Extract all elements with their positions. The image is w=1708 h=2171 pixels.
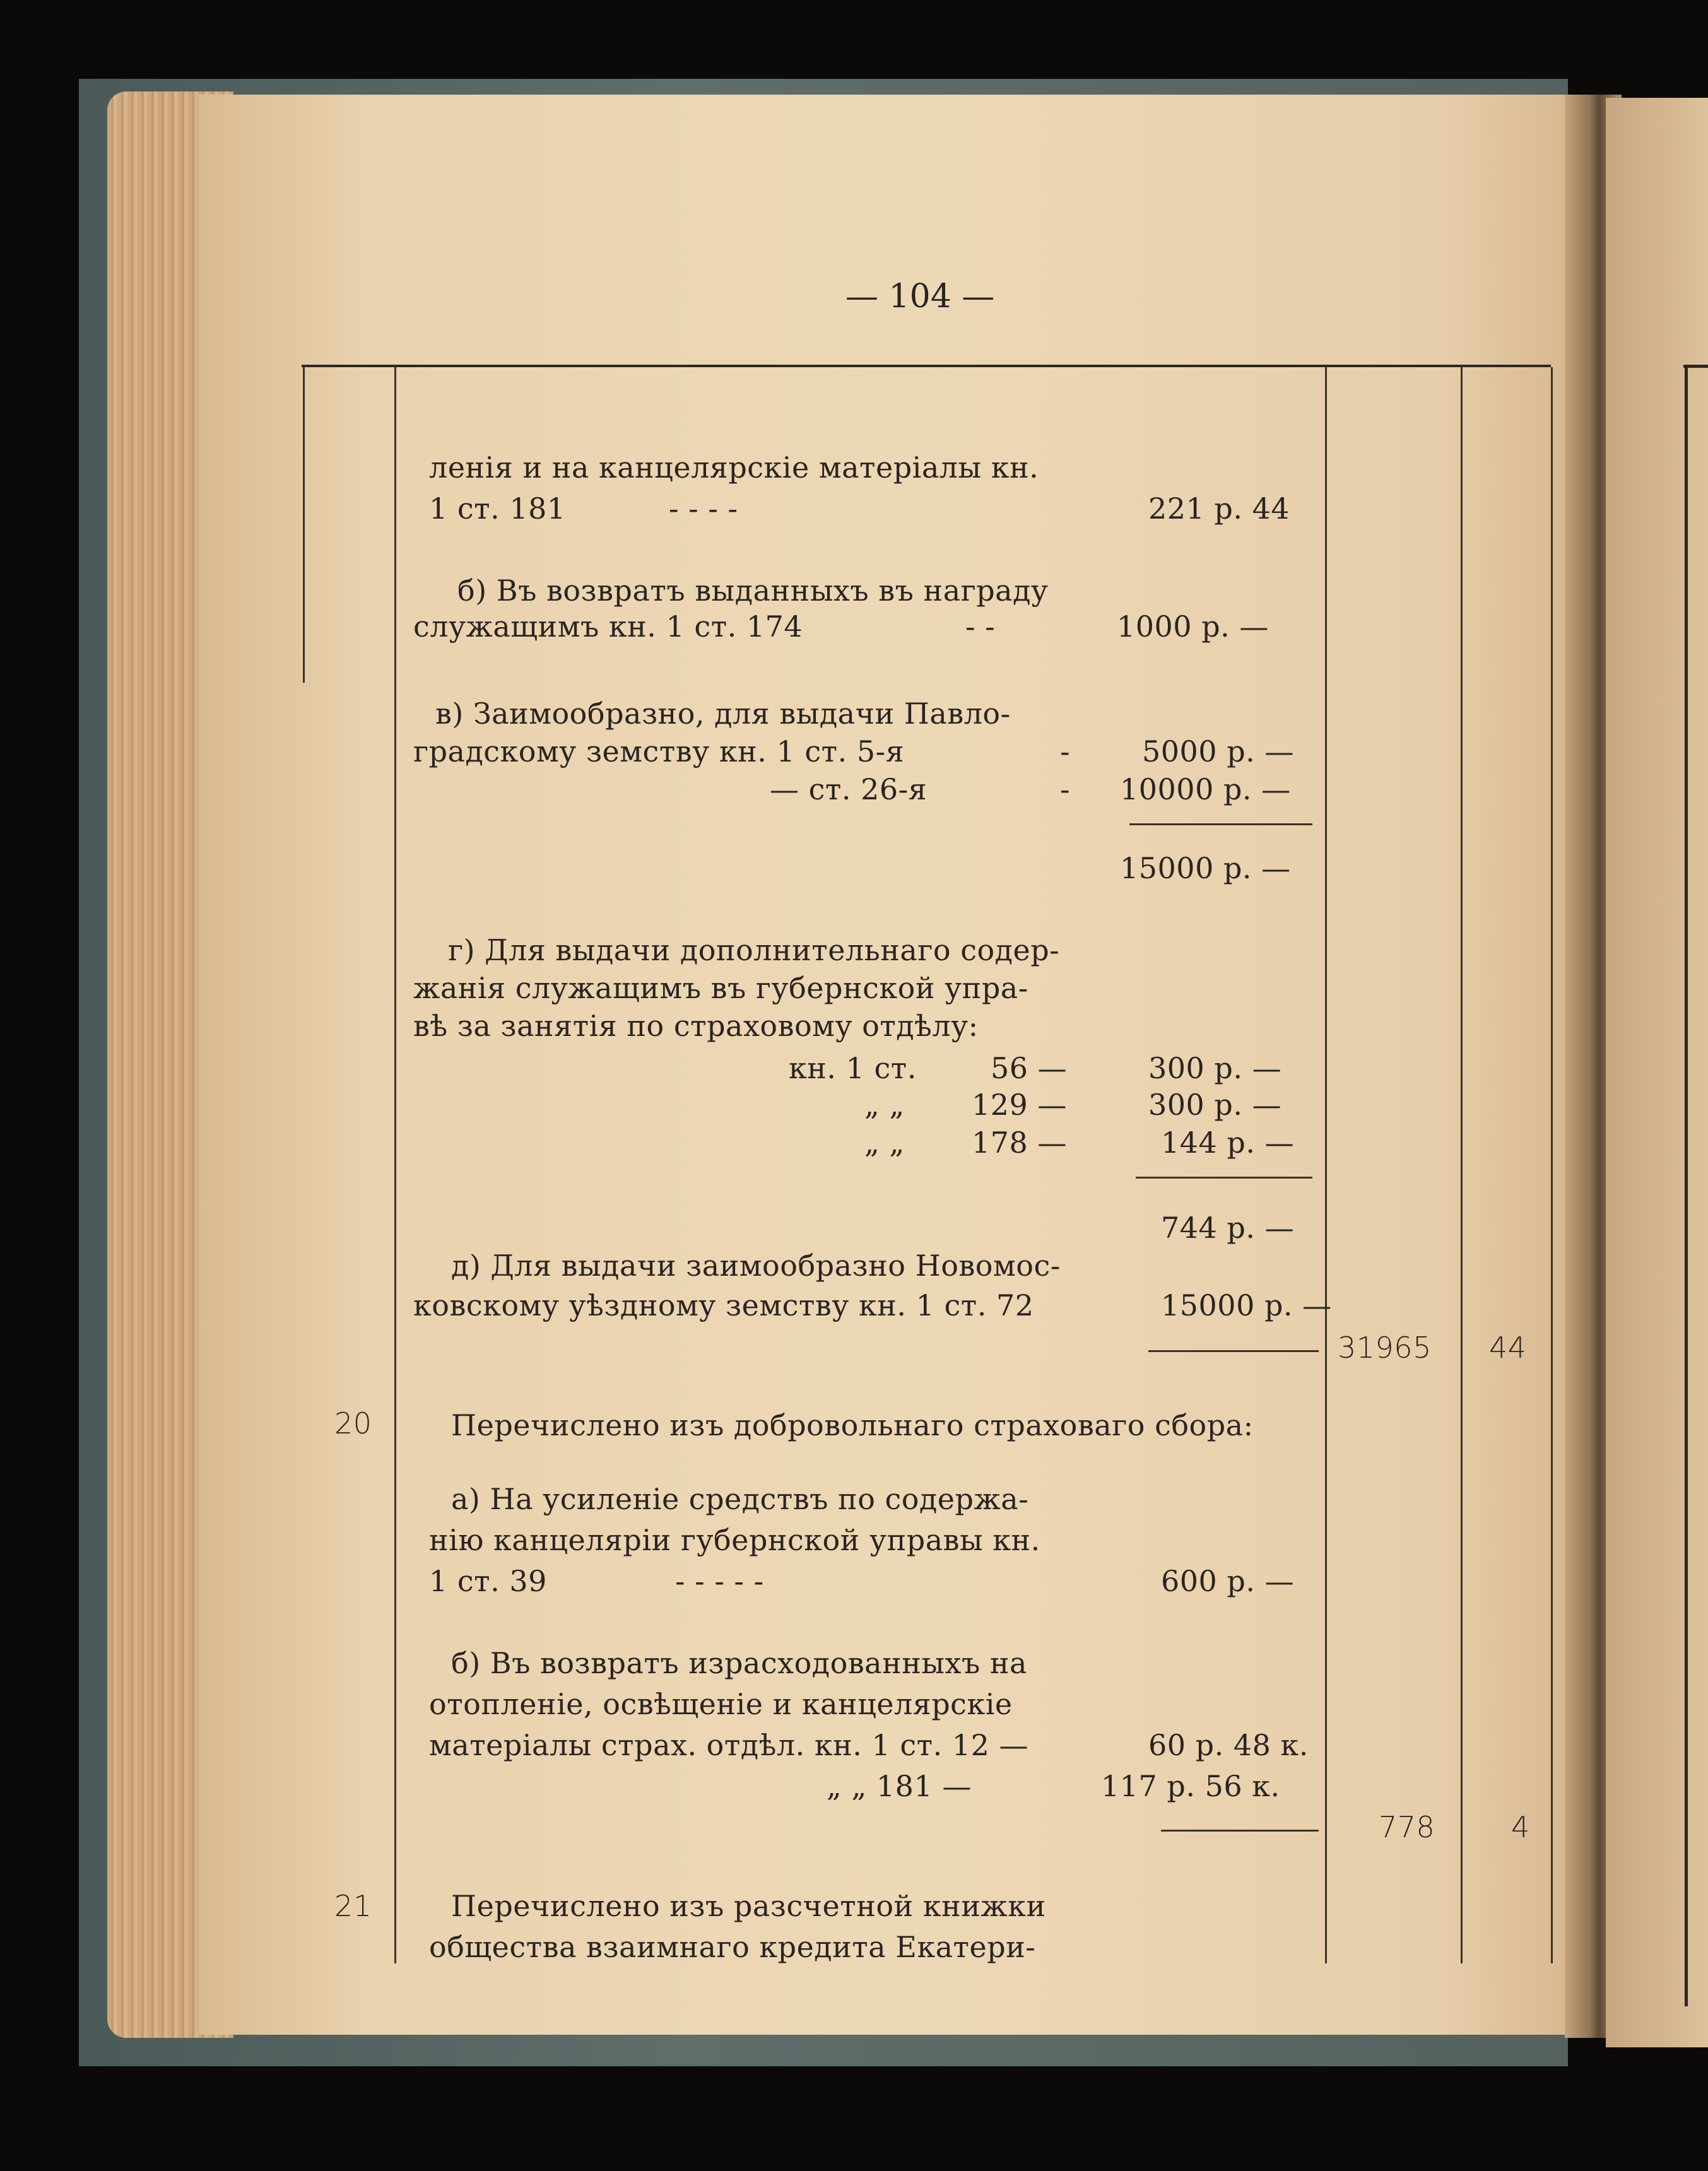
item-a-line2-label: 1 ст. 181 (429, 491, 566, 526)
item-20-heading: Перечислено изъ добровольнаго страховаго сбора: (451, 1408, 1254, 1442)
item-b-dashes: - - (965, 609, 996, 644)
item-d-sum-rule (1148, 1350, 1319, 1352)
item-20-a-dashes: - - - - - (675, 1564, 764, 1598)
item-20-b-line3: матеріалы страх. отдѣл. кн. 1 ст. 12 — (429, 1728, 1029, 1762)
facing-page-top-rule (1683, 365, 1708, 368)
item-a-amount: 221 р. 44 (1148, 491, 1290, 526)
item-v-sum-rule (1129, 823, 1312, 825)
item-v-line3: — ст. 26-я (770, 772, 928, 806)
item-20-number: 20 (334, 1406, 372, 1440)
facing-page (1606, 98, 1708, 2047)
item-v-amount1: 5000 р. — (1142, 734, 1294, 768)
item-g-sub1-label: кн. 1 ст. (789, 1051, 917, 1085)
item-g-sub3-label: „ „ (864, 1126, 905, 1160)
item-a-dashes: - - - - (669, 491, 738, 526)
item-d-line1: д) Для выдачи заимообразно Новомос- (451, 1249, 1061, 1283)
item-v-total: 15000 р. — (1120, 851, 1291, 885)
column-rule-number (394, 367, 396, 1963)
item-20-total-rubles: 778 (1379, 1810, 1435, 1844)
item-g-sub3-num: 178 — (972, 1126, 1067, 1160)
item-21-number: 21 (334, 1889, 372, 1923)
item-v-line2-dash: - (1060, 734, 1071, 768)
item-g-sub2-num: 129 — (972, 1088, 1067, 1122)
grand-total-kopecks: 44 (1489, 1331, 1527, 1365)
item-g-line2: жанія служащимъ въ губернской упра- (413, 971, 1028, 1005)
item-b-amount: 1000 р. — (1117, 609, 1269, 644)
table-top-rule (302, 365, 1551, 367)
item-20-total-kopecks: 4 (1511, 1810, 1530, 1844)
item-20-b-line4: „ „ 181 — (827, 1769, 972, 1803)
item-20-a-amount: 600 р. — (1161, 1564, 1295, 1598)
item-20-b-line1: б) Въ возвратъ израсходованныхъ на (451, 1646, 1027, 1680)
item-20-a-line1: а) На усиленіе средствъ по содержа- (451, 1482, 1029, 1516)
item-b-line1: б) Въ возвратъ выданныхъ въ награду (457, 574, 1049, 608)
item-g-line1: г) Для выдачи дополнительнаго содер- (448, 933, 1060, 967)
item-g-sub2-amount: 300 р. — (1148, 1088, 1282, 1122)
item-d-line2: ковскому уѣздному земству кн. 1 ст. 72 (413, 1288, 1034, 1322)
item-g-sum-rule (1136, 1177, 1312, 1179)
item-20-b-amount2: 117 р. 56 к. (1101, 1769, 1280, 1803)
item-21-line1: Перечислено изъ разсчетной книжки (451, 1889, 1046, 1923)
item-a-line1: ленія и на канцелярскіе матеріалы кн. (429, 450, 1039, 485)
page-number: — 104 — (845, 278, 995, 315)
column-rule-rubles (1325, 367, 1327, 1963)
item-20-a-line3: 1 ст. 39 (429, 1564, 547, 1598)
item-v-line3-dash: - (1060, 772, 1071, 806)
item-g-line3: вѣ за занятія по страховому отдѣлу: (413, 1009, 979, 1043)
item-v-amount2: 10000 р. — (1120, 772, 1291, 806)
item-v-line1: в) Заимообразно, для выдачи Павло- (435, 697, 1011, 731)
item-v-line2: градскому земству кн. 1 ст. 5-я (413, 734, 905, 768)
item-d-amount: 15000 р. — (1161, 1288, 1332, 1322)
item-20-b-line2: отопленіе, освѣщеніе и канцелярскіе (429, 1687, 1013, 1721)
column-rule-left-top (303, 367, 305, 683)
item-g-sub1-amount: 300 р. — (1148, 1051, 1282, 1085)
item-g-sub1-num: 56 — (991, 1051, 1068, 1085)
item-g-sub3-amount: 144 р. — (1161, 1126, 1295, 1160)
item-b-line2: служащимъ кн. 1 ст. 174 (413, 609, 803, 644)
column-rule-kopecks (1461, 367, 1463, 1963)
item-g-sub2-label: „ „ (864, 1088, 905, 1122)
item-20-a-line2: нію канцеляріи губернской управы кн. (429, 1523, 1040, 1557)
item-21-line2: общества взаимнаго кредита Екатери- (429, 1930, 1036, 1964)
item-20-b-amount1: 60 р. 48 к. (1148, 1728, 1309, 1762)
item-g-total: 744 р. — (1161, 1211, 1295, 1245)
item-20-sum-rule (1161, 1830, 1319, 1832)
facing-page-rule (1685, 366, 1688, 2006)
column-rule-right (1551, 367, 1553, 1963)
grand-total-rubles: 31965 (1338, 1331, 1432, 1365)
